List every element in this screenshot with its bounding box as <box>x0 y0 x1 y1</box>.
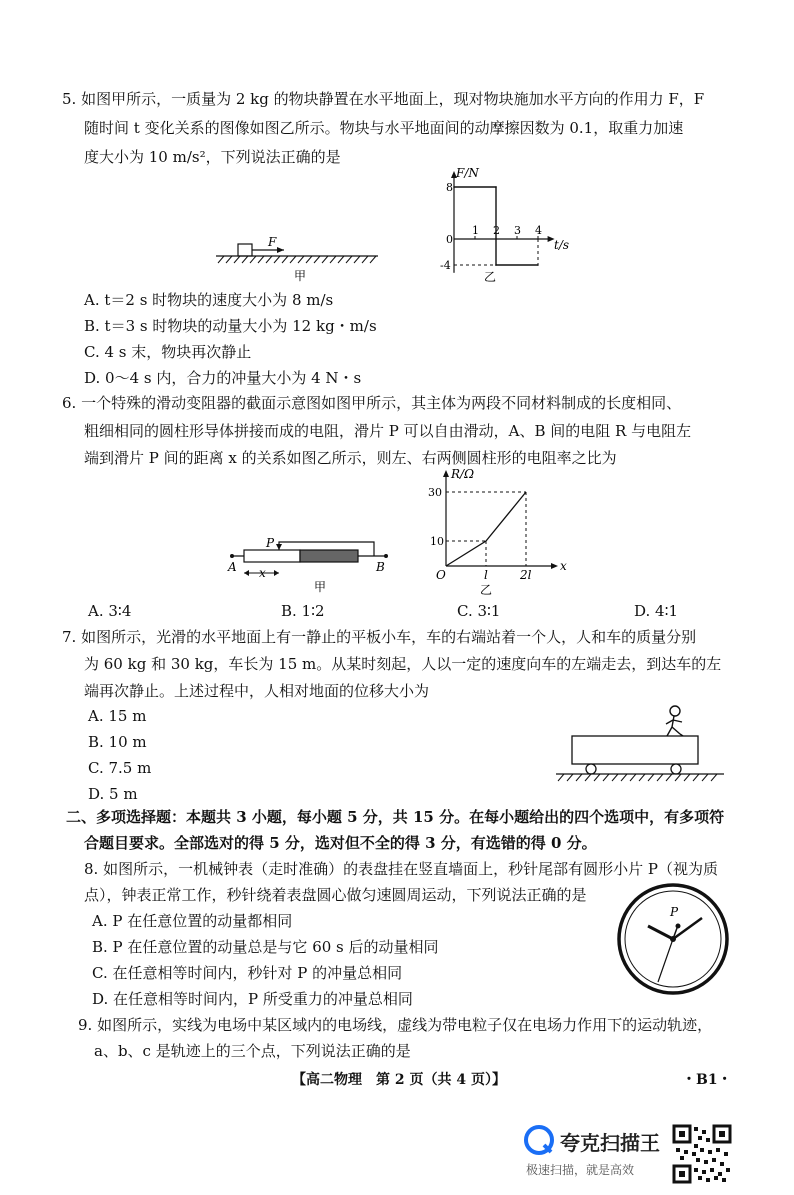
chart-y-label: F/N <box>456 166 479 180</box>
chart-series-line <box>454 187 538 265</box>
q5-figure-yi-chart <box>430 163 570 288</box>
q6-b-label: B <box>376 560 385 574</box>
q8-option-b: B. P 在任意位置的动量总是与它 60 s 后的动量相同 <box>92 938 439 956</box>
chart-x-tick-label: 2 <box>493 224 500 237</box>
clock-p-label: P <box>670 905 679 919</box>
q6-y-tick-10: 10 <box>430 535 444 548</box>
brand-name: 夸克扫描王 <box>560 1131 660 1155</box>
chart-x-tick-label: 1 <box>472 224 479 237</box>
q6-option-a: A. 3∶4 <box>88 602 132 620</box>
brand-slogan: 极速扫描，就是高效 <box>526 1163 635 1177</box>
section-2-heading: 二、多项选择题：本题共 3 小题，每小题 5 分，共 15 分。在每小题给出的四个选项中，有多项符 <box>66 808 725 826</box>
q6-yi-x-label: x <box>560 559 567 573</box>
section-2-heading-cont: 合题目要求。全部选对的得 5 分，选对但不全的得 3 分，有选错的得 0 分。 <box>84 834 597 852</box>
q6-line-3: 端到滑片 P 间的距离 x 的关系如图乙所示，则左、右两侧圆柱形的电阻率之比为 <box>84 449 617 467</box>
q5-option-a: A. t＝2 s 时物块的速度大小为 8 m/s <box>84 291 334 309</box>
q6-x-tick-l: l <box>484 568 488 582</box>
q5-line-3: 度大小为 10 m/s²，下列说法正确的是 <box>84 148 341 166</box>
q5-jia-caption: 甲 <box>294 269 307 283</box>
q7-line-3: 端再次静止。上述过程中，人相对地面的位移大小为 <box>84 682 430 700</box>
q6-line-1: 6. 一个特殊的滑动变阻器的截面示意图如图甲所示，其主体为两段不同材料制成的长度相同、 <box>62 394 682 412</box>
q5-figure-jia <box>210 234 390 284</box>
q7-cart-figure <box>556 700 732 790</box>
q5-yi-caption: 乙 <box>484 270 497 284</box>
scanner-logo-icon <box>524 1125 554 1155</box>
q6-origin-label: O <box>436 568 446 582</box>
q9-line-2: a、b、c 是轨迹上的三个点，下列说法正确的是 <box>94 1042 411 1060</box>
q6-slider-label: P <box>266 536 275 550</box>
q8-line-2: 点），钟表正常工作，秒针绕着表盘圆心做匀速圆周运动，下列说法正确的是 <box>84 886 587 904</box>
q6-option-d: D. 4∶1 <box>634 602 679 620</box>
q8-option-d: D. 在任意相等时间内，P 所受重力的冲量总相同 <box>92 990 413 1008</box>
q7-line-2: 为 60 kg 和 30 kg，车长为 15 m。从某时刻起，人以一定的速度向车的左端走去，到达车的左 <box>84 655 722 673</box>
q6-yi-caption: 乙 <box>480 583 493 596</box>
q8-line-1: 8. 如图所示，一机械钟表（走时准确）的表盘挂在竖直墙面上，秒针尾部有圆形小片 P（视为质 <box>84 860 718 878</box>
q7-option-b: B. 10 m <box>88 733 147 751</box>
chart-x-label: t/s <box>554 238 570 252</box>
q6-line-2: 粗细相同的圆柱形导体拼接而成的电阻，滑片 P 可以自由滑动，A、B 间的电阻 R 与电阻左 <box>84 422 692 440</box>
qr-code-icon <box>672 1124 732 1184</box>
q5-line-2: 随时间 t 变化关系的图像如图乙所示。物块与水平地面间的动摩擦因数为 0.1，取重力加速 <box>84 119 684 137</box>
chart-x-tick-label: 3 <box>514 224 521 237</box>
q6-yi-y-label: R/Ω <box>451 467 475 481</box>
q6-option-b: B. 1∶2 <box>281 602 325 620</box>
q6-a-label: A <box>228 560 237 574</box>
q7-option-d: D. 5 m <box>88 785 138 803</box>
chart-y-tick-label: -4 <box>440 259 451 272</box>
q6-y-tick-30: 30 <box>428 486 442 499</box>
q6-x-label: x <box>259 566 266 580</box>
q6-figure-jia <box>222 533 402 597</box>
q8-option-c: C. 在任意相等时间内，秒针对 P 的冲量总相同 <box>92 964 403 982</box>
q5-line-1: 5. 如图甲所示，一质量为 2 kg 的物块静置在水平地面上，现对物块施加水平方向的作用力 F，F <box>62 90 705 108</box>
clock-figure <box>614 880 732 998</box>
q6-x-tick-2l: 2l <box>520 568 532 582</box>
chart-data-point <box>495 264 497 266</box>
q7-line-1: 7. 如图所示，光滑的水平地面上有一静止的平板小车，车的右端站着一个人，人和车的质量分别 <box>62 628 697 646</box>
q5-option-b: B. t＝3 s 时物块的动量大小为 12 kg・m/s <box>84 317 377 335</box>
q6-jia-caption: 甲 <box>314 580 327 594</box>
q8-option-a: A. P 在任意位置的动量都相同 <box>92 912 293 930</box>
chart-x-tick-label: 4 <box>535 224 542 237</box>
chart-y-tick-label: 0 <box>446 233 453 246</box>
q7-option-c: C. 7.5 m <box>88 759 152 777</box>
q9-line-1: 9. 如图所示，实线为电场中某区域内的电场线，虚线为带电粒子仅在电场力作用下的运动轨迹， <box>78 1016 713 1034</box>
q6-figure-yi <box>418 466 568 596</box>
q7-option-a: A. 15 m <box>88 707 147 725</box>
q5-option-d: D. 0～4 s 内，合力的冲量大小为 4 N・s <box>84 369 362 387</box>
q6-option-c: C. 3∶1 <box>457 602 501 620</box>
chart-data-point <box>495 186 497 188</box>
q5-force-label: F <box>268 235 277 249</box>
chart-data-point <box>537 264 539 266</box>
chart-y-tick-label: 8 <box>446 181 453 194</box>
footer-code: ・B1・ <box>682 1072 732 1088</box>
q5-option-c: C. 4 s 末，物块再次静止 <box>84 343 252 361</box>
person-figure <box>666 706 683 736</box>
chart-data-point <box>453 186 455 188</box>
footer-page-info: 【高二物理 第 2 页（共 4 页）】 <box>292 1072 506 1088</box>
scanner-watermark <box>524 1121 674 1181</box>
